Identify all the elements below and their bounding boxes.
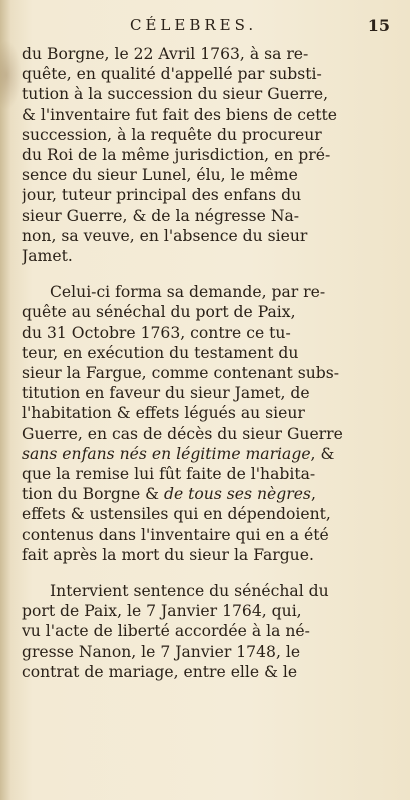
- text-line: Intervient sentence du sénéchal du: [50, 582, 329, 601]
- text-line: du 31 Octobre 1763, contre ce tu-: [22, 323, 291, 342]
- page-body: [22, 44, 388, 682]
- page-spine-shadow: [0, 0, 10, 800]
- text-line: du Borgne, le 22 Avril 1763, à sa re-: [22, 45, 309, 63]
- text-line: l'habitation & effets légués au sieur: [22, 404, 305, 423]
- text-line: Jamet.: [22, 247, 73, 266]
- text-line: & l'inventaire fut fait des biens de cette: [22, 105, 337, 124]
- text-line: tution à la succession du sieur Guerre,: [22, 85, 329, 104]
- text-fragment: ,: [310, 485, 316, 504]
- text-line: quête au sénéchal du port de Paix,: [22, 303, 296, 322]
- running-head: CÉLEBRES.: [130, 16, 258, 34]
- text-line: gresse Nanon, le 7 Janvier 1748, le: [22, 642, 301, 661]
- italic-phrase: de tous ses nègres: [163, 485, 311, 504]
- text-fragment: tion du Borgne &: [22, 485, 164, 504]
- text-line: du Roi de la même jurisdiction, en pré-: [22, 146, 331, 165]
- text-line: port de Paix, le 7 Janvier 1764, qui,: [22, 602, 302, 621]
- page-header: [30, 16, 390, 38]
- text-line: vu l'acte de liberté accordée à la né-: [22, 622, 310, 641]
- text-line: quête, en qualité d'appellé par substi-: [22, 65, 322, 84]
- paragraph-gap: [22, 565, 388, 581]
- paragraph-gap: [22, 266, 388, 282]
- text-line: que la remise lui fût faite de l'habita-: [22, 465, 316, 484]
- text-line: [22, 444, 388, 464]
- paragraph-3: [22, 581, 388, 682]
- text-line: sence du sieur Lunel, élu, le même: [22, 166, 298, 185]
- text-line: sieur la Fargue, comme contenant subs-: [22, 364, 340, 383]
- text-line: fait après la mort du sieur la Fargue.: [22, 545, 314, 564]
- text-line: teur, en exécution du testament du: [22, 343, 299, 362]
- italic-phrase: sans enfans nés en légitime mariage: [22, 444, 311, 463]
- text-line: effets & ustensiles qui en dépendoient,: [22, 505, 331, 524]
- text-line: non, sa veuve, en l'absence du sieur: [22, 226, 308, 245]
- page-number: 15: [367, 16, 390, 35]
- paper-stain: [0, 40, 22, 110]
- text-line: sieur Guerre, & de la négresse Na-: [22, 206, 300, 225]
- text-line: Celui-ci forma sa demande, par re-: [50, 283, 326, 302]
- text-line: jour, tuteur principal des enfans du: [22, 186, 302, 205]
- text-line: contenus dans l'inventaire qui en a été: [22, 525, 329, 544]
- text-line: contrat de mariage, entre elle & le: [22, 662, 298, 681]
- text-fragment: , &: [310, 444, 335, 463]
- text-line: [22, 484, 388, 504]
- text-line: Guerre, en cas de décès du sieur Guerre: [22, 424, 343, 443]
- text-line: succession, à la requête du procureur: [22, 125, 322, 144]
- paragraph-1: [22, 44, 388, 266]
- paragraph-2: [22, 282, 388, 565]
- text-line: titution en faveur du sieur Jamet, de: [22, 384, 310, 403]
